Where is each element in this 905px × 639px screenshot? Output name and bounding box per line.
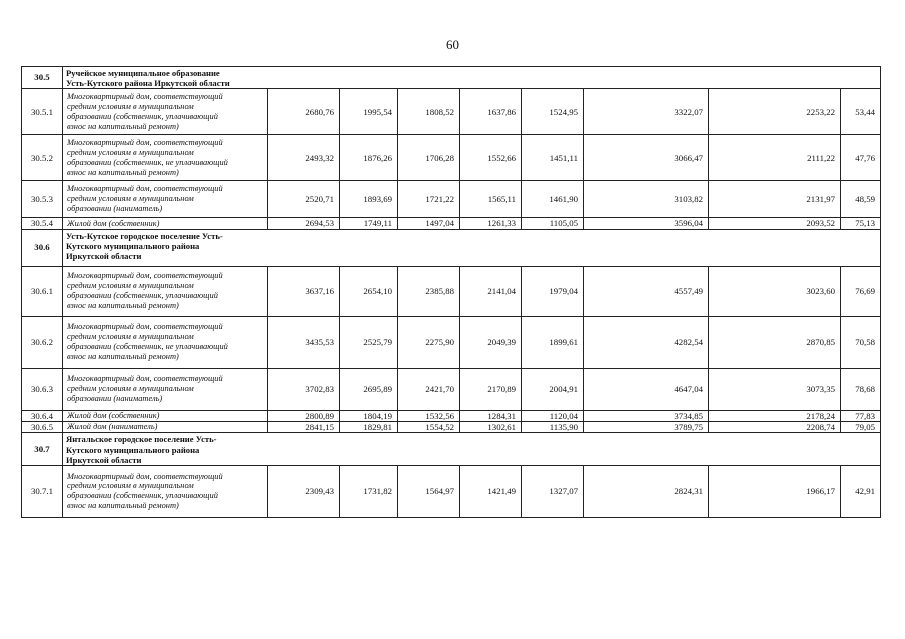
value-cell: 77,83: [841, 410, 881, 421]
table-row: [22, 266, 881, 316]
row-description: [63, 135, 268, 181]
value-cell: 2131,97: [709, 181, 841, 218]
text-line: средним условиям в муниципальном: [67, 101, 194, 111]
row-description: [63, 266, 268, 316]
row-code: 30.5.2: [22, 135, 63, 181]
text-line: взнос на капитальный ремонт): [67, 352, 179, 362]
text-line: Многоквартирный дом, соответствующий: [67, 271, 223, 281]
table-row: [22, 89, 881, 135]
row-description: [63, 181, 268, 218]
value-cell: 4647,04: [584, 368, 709, 410]
value-cell: 4282,54: [584, 316, 709, 368]
section-row: [22, 67, 881, 89]
value-cell: 2694,53: [268, 218, 340, 229]
value-cell: 1808,52: [398, 89, 460, 135]
text-line: образовании (собственник, не уплачивающий: [67, 157, 228, 167]
text-line: Кутского муниципального района: [66, 240, 200, 251]
text-line: взнос на капитальный ремонт): [67, 501, 179, 511]
value-cell: 2824,31: [584, 465, 709, 517]
text-line: взнос на капитальный ремонт): [67, 167, 179, 177]
text-line: средним условиям в муниципальном: [67, 481, 194, 491]
value-cell: 1565,11: [460, 181, 522, 218]
value-cell: 3702,83: [268, 368, 340, 410]
section-blank: [268, 67, 881, 89]
text-line: Ручейское муниципальное образование: [66, 68, 220, 78]
value-cell: 1721,22: [398, 181, 460, 218]
table-row: [22, 316, 881, 368]
row-code: 30.5.4: [22, 218, 63, 229]
value-cell: 2520,71: [268, 181, 340, 218]
value-cell: 3734,85: [584, 410, 709, 421]
table-body: [22, 67, 881, 518]
value-cell: 3073,35: [709, 368, 841, 410]
text-line: взнос на капитальный ремонт): [67, 301, 179, 311]
text-line: средним условиям в муниципальном: [67, 147, 194, 157]
table-row: [22, 181, 881, 218]
row-code: 30.5.1: [22, 89, 63, 135]
text-line: образовании (собственник, уплачивающий: [67, 491, 218, 501]
value-cell: 3435,53: [268, 316, 340, 368]
text-line: Многоквартирный дом, соответствующий: [67, 137, 223, 147]
text-line: Усть-Кутского района Иркутской области: [66, 78, 230, 89]
text-line: образовании (наниматель): [67, 394, 163, 404]
value-cell: 1105,05: [522, 218, 584, 229]
value-cell: 2253,22: [709, 89, 841, 135]
value-cell: 1749,11: [340, 218, 398, 229]
text-line: Янтальское городское поселение Усть-: [66, 434, 217, 445]
section-title: [63, 229, 268, 266]
value-cell: 1829,81: [340, 422, 398, 433]
table-row: [22, 422, 881, 433]
value-cell: 1524,95: [522, 89, 584, 135]
row-description: [63, 89, 268, 135]
value-cell: 2004,91: [522, 368, 584, 410]
row-code: 30.6.5: [22, 422, 63, 433]
text-line: средним условиям в муниципальном: [67, 281, 194, 291]
value-cell: 3066,47: [584, 135, 709, 181]
value-cell: 2695,89: [340, 368, 398, 410]
value-cell: 1804,19: [340, 410, 398, 421]
value-cell: 2680,76: [268, 89, 340, 135]
value-cell: 2421,70: [398, 368, 460, 410]
table-row: [22, 368, 881, 410]
section-row: [22, 229, 881, 266]
row-description: [63, 465, 268, 517]
text-line: средним условиям в муниципальном: [67, 194, 194, 204]
text-line: Кутского муниципального района: [66, 444, 200, 455]
value-cell: 1995,54: [340, 89, 398, 135]
value-cell: 1552,66: [460, 135, 522, 181]
value-cell: 1637,86: [460, 89, 522, 135]
value-cell: 1261,33: [460, 218, 522, 229]
value-cell: 1421,49: [460, 465, 522, 517]
section-row: [22, 433, 881, 465]
value-cell: 2654,10: [340, 266, 398, 316]
section-blank: [268, 229, 881, 266]
value-cell: 1899,61: [522, 316, 584, 368]
value-cell: 2841,15: [268, 422, 340, 433]
value-cell: 1120,04: [522, 410, 584, 421]
text-line: Многоквартирный дом, соответствующий: [67, 184, 223, 194]
row-description: [63, 410, 268, 421]
value-cell: 2141,04: [460, 266, 522, 316]
text-line: образовании (собственник, не уплачивающий: [67, 342, 228, 352]
row-code: 30.6.2: [22, 316, 63, 368]
text-line: Жилой дом (собственник): [67, 218, 160, 228]
text-line: Многоквартирный дом, соответствующий: [67, 471, 223, 481]
row-description: [63, 422, 268, 433]
value-cell: 2493,32: [268, 135, 340, 181]
table-row: [22, 465, 881, 517]
value-cell: 53,44: [841, 89, 881, 135]
section-title: [63, 433, 268, 465]
row-code: 30.6.3: [22, 368, 63, 410]
value-cell: 3103,82: [584, 181, 709, 218]
text-line: Жилой дом (наниматель): [67, 422, 158, 432]
value-cell: 4557,49: [584, 266, 709, 316]
row-code: 30.5.3: [22, 181, 63, 218]
table-row: [22, 218, 881, 229]
value-cell: 1327,07: [522, 465, 584, 517]
table-row: [22, 135, 881, 181]
value-cell: 1554,52: [398, 422, 460, 433]
row-code: 30.5: [22, 67, 63, 89]
row-description: [63, 368, 268, 410]
row-code: 30.6: [22, 229, 63, 266]
text-line: Многоквартирный дом, соответствующий: [67, 91, 223, 101]
section-title: [63, 67, 268, 89]
value-cell: 1284,31: [460, 410, 522, 421]
value-cell: 2309,43: [268, 465, 340, 517]
value-cell: 2275,90: [398, 316, 460, 368]
value-cell: 2800,89: [268, 410, 340, 421]
value-cell: 1876,26: [340, 135, 398, 181]
value-cell: 1302,61: [460, 422, 522, 433]
section-blank: [268, 433, 881, 465]
value-cell: 47,76: [841, 135, 881, 181]
value-cell: 3789,75: [584, 422, 709, 433]
value-cell: 42,91: [841, 465, 881, 517]
value-cell: 2525,79: [340, 316, 398, 368]
value-cell: 1893,69: [340, 181, 398, 218]
value-cell: 79,05: [841, 422, 881, 433]
row-description: [63, 316, 268, 368]
value-cell: 3322,07: [584, 89, 709, 135]
value-cell: 1461,90: [522, 181, 584, 218]
value-cell: 1451,11: [522, 135, 584, 181]
row-description: [63, 218, 268, 229]
value-cell: 75,13: [841, 218, 881, 229]
value-cell: 2385,88: [398, 266, 460, 316]
row-code: 30.6.4: [22, 410, 63, 421]
value-cell: 3023,60: [709, 266, 841, 316]
value-cell: 1564,97: [398, 465, 460, 517]
value-cell: 2049,39: [460, 316, 522, 368]
value-cell: 2093,52: [709, 218, 841, 229]
tariff-table: [21, 66, 881, 518]
value-cell: 70,58: [841, 316, 881, 368]
text-line: образовании (наниматель): [67, 204, 163, 214]
value-cell: 2870,85: [709, 316, 841, 368]
value-cell: 1706,28: [398, 135, 460, 181]
text-line: образовании (собственник, уплачивающий: [67, 111, 218, 121]
text-line: Иркутской области: [66, 250, 142, 261]
table-row: [22, 410, 881, 421]
value-cell: 78,68: [841, 368, 881, 410]
value-cell: 3596,04: [584, 218, 709, 229]
value-cell: 48,59: [841, 181, 881, 218]
page-number: 60: [446, 37, 459, 52]
row-code: 30.7.1: [22, 465, 63, 517]
text-line: Многоквартирный дом, соответствующий: [67, 374, 223, 384]
text-line: средним условиям в муниципальном: [67, 332, 194, 342]
value-cell: 1532,56: [398, 410, 460, 421]
value-cell: 1979,04: [522, 266, 584, 316]
value-cell: 3637,16: [268, 266, 340, 316]
text-line: образовании (собственник, уплачивающий: [67, 291, 218, 301]
value-cell: 1731,82: [340, 465, 398, 517]
row-code: 30.6.1: [22, 266, 63, 316]
row-code: 30.7: [22, 433, 63, 465]
text-line: Жилой дом (собственник): [67, 410, 160, 420]
text-line: Усть-Кутское городское поселение Усть-: [66, 230, 223, 241]
value-cell: 2111,22: [709, 135, 841, 181]
value-cell: 1135,90: [522, 422, 584, 433]
text-line: средним условиям в муниципальном: [67, 384, 194, 394]
value-cell: 2170,89: [460, 368, 522, 410]
value-cell: 2178,24: [709, 410, 841, 421]
value-cell: 1966,17: [709, 465, 841, 517]
text-line: взнос на капитальный ремонт): [67, 121, 179, 131]
value-cell: 1497,04: [398, 218, 460, 229]
text-line: Многоквартирный дом, соответствующий: [67, 322, 223, 332]
text-line: Иркутской области: [66, 454, 142, 465]
value-cell: 2208,74: [709, 422, 841, 433]
value-cell: 76,69: [841, 266, 881, 316]
